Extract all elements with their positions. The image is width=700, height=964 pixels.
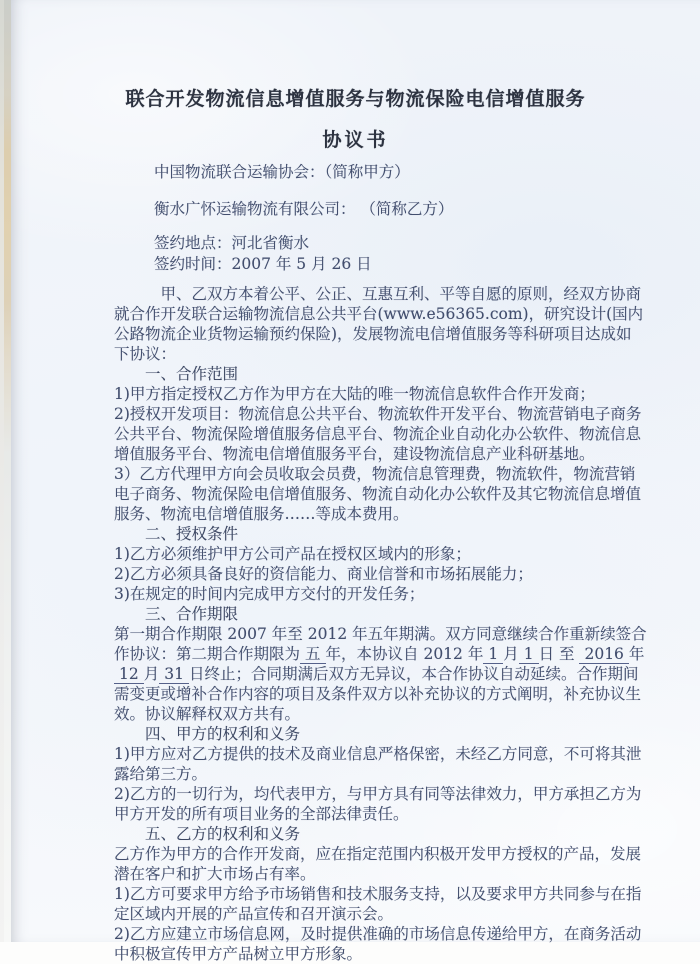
text-run: 日 至 (538, 645, 580, 663)
paragraph (114, 584, 647, 604)
text-run: 乙方作为甲方的合作开发商，应在指定范围内积极开发甲方授权的产品，发展潜在客户和扩大市场占有率。 (114, 845, 642, 883)
paragraph (114, 784, 647, 824)
sign-place-line: 签约地点：河北省衡水 (154, 234, 310, 252)
section-heading (114, 364, 647, 384)
text-run: 1)甲方指定授权乙方作为甲方在大陆的唯一物流信息软件合作开发商； (114, 385, 595, 403)
text-run: 月 (503, 645, 519, 663)
paragraph (114, 564, 647, 584)
paragraph (114, 284, 647, 364)
text-run: 1)甲方应对乙方提供的技术及商业信息严格保密，未经乙方同意，不可将其泄露给第三方。 (114, 745, 642, 783)
filled-in-value: 五 (300, 645, 326, 664)
text-run: 四、甲方的权利和义务 (145, 725, 301, 743)
contract-title-line2: 协议书 (322, 129, 389, 151)
contract-page (11, 0, 700, 963)
scan-edge-artifact (4, 0, 11, 942)
text-run: 一、合作范围 (145, 365, 239, 383)
text-run: 二、授权条件 (145, 525, 239, 543)
text-run: 月 (143, 665, 160, 683)
text-run: 1)乙方可要求甲方给予市场销售和技术服务支持，以及要求甲方共同参与在指定区域内开展的产品宣传和召开演示会。 (114, 885, 642, 923)
paragraph (114, 744, 647, 784)
paragraph (114, 844, 647, 884)
parties-block (154, 162, 700, 275)
text-run: 2)乙方应建立市场信息网，及时提供准确的市场信息传递给甲方，在商务活动中积极宣传甲方产品树立甲方形象。 (114, 925, 642, 963)
paragraph (114, 544, 647, 564)
contract-title-line1: 联合开发物流信息增值服务与物流保险电信增值服务 (125, 88, 586, 110)
filled-in-value: 1 (519, 645, 539, 664)
text-run: 甲、乙双方本着公平、公正、互惠互利、平等自愿的原则，经双方协商就合作开发联合运输物流信息公共平台(www.e56365.com)，研究设计(国内公路物流企业货物运输预约保险)，发展物流电信增值服务等科研项目达成如下协议： (114, 285, 644, 363)
paragraph (114, 884, 647, 924)
text-run: 2)乙方的一切行为，均代表甲方，与甲方具有同等法律效力，甲方承担乙方为甲方开发的所有项目业务的全部法律责任。 (114, 785, 642, 823)
text-run: 第一期合作期限 2007 年至 2012 年五年期满。双方同意继续合作重新续签合作协议：第二期合作期限为 (114, 625, 647, 663)
paragraph (114, 624, 647, 724)
filled-in-value: 2016 (579, 645, 628, 664)
paragraph (114, 924, 647, 964)
text-run: 三、合作期限 (145, 605, 239, 623)
filled-in-value: 12 (114, 665, 144, 684)
section-heading (114, 524, 647, 544)
party-a-line: 中国物流联合运输协会：（简称甲方） (154, 163, 410, 181)
paragraph (114, 404, 647, 464)
filled-in-value: 1 (483, 645, 503, 664)
text-run: 年，本协议自 2012 年 (325, 645, 484, 663)
text-run: 3）乙方代理甲方向会员收取会员费，物流信息管理费，物流软件，物流营销电子商务、物流保险电信增值服务、物流自动化办公软件及其它物流信息增值服务、物流电信增值服务……等成本费用。 (114, 465, 642, 523)
text-run: 日终止；合同期满后双方无异议，本合作协议自动延续。合作期间需变更或增补合作内容的项目及条件双方以补充协议的方式阐明，补充协议生效。协议解释权双方共有。 (114, 665, 642, 723)
contract-body (114, 284, 647, 964)
sign-date-line: 签约时间：2007 年 5 月 26 日 (154, 255, 372, 273)
section-heading (114, 604, 647, 624)
text-run: 1)乙方必须维护甲方公司产品在授权区域内的形象； (114, 545, 471, 563)
party-b-line: 衡水广怀运输物流有限公司： （简称乙方） (154, 200, 454, 218)
text-run: 2)授权开发项目：物流信息公共平台、物流软件开发平台、物流营销电子商务公共平台、物流保险增值服务信息平台、物流企业自动化办公软件、物流信息增值服务平台、物流电信增值服务平台，建设物流信息产业科研基地。 (114, 405, 642, 463)
paragraph (114, 464, 647, 524)
text-run: 3)在规定的时间内完成甲方交付的开发任务； (114, 585, 425, 603)
text-run: 年 (628, 645, 645, 663)
section-heading (114, 724, 647, 744)
text-run: 2)乙方必须具备良好的资信能力、商业信誉和市场拓展能力； (114, 565, 533, 583)
filled-in-value: 31 (159, 665, 189, 684)
paragraph (114, 384, 647, 404)
text-run: 五、乙方的权利和义务 (145, 825, 301, 843)
section-heading (114, 824, 647, 844)
